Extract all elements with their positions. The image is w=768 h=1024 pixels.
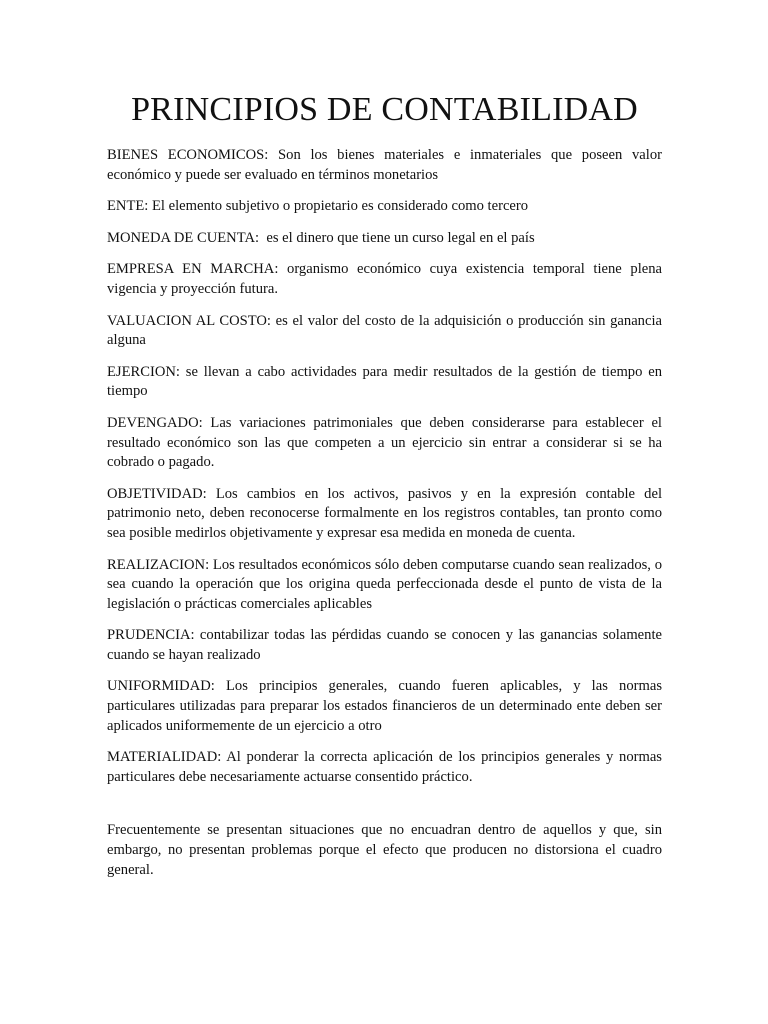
principle-definition: es el dinero que tiene un curso legal en el país <box>259 229 535 246</box>
principle-term: OBJETIVIDAD: <box>107 485 207 502</box>
principle-definition: Los resultados económicos sólo deben computarse cuando sean realizados, o sea cuando la operación que los origina queda perfeccionada desde el punto de vista de la legislación o prácticas comerciales aplicables <box>107 556 662 612</box>
principle-entry-ente <box>107 197 662 217</box>
principle-definition: Son los bienes materiales e inmateriales que poseen valor económico y puede ser evaluado en términos monetarios <box>107 147 662 183</box>
principle-definition: organismo económico cuya existencia temporal tiene plena vigencia y proyección futura. <box>107 261 663 297</box>
principle-term: BIENES ECONOMICOS: <box>107 147 269 163</box>
principle-entry-ejercion <box>107 363 662 402</box>
principle-definition: El elemento subjetivo o propietario es considerado como tercero <box>148 198 529 215</box>
principles-list <box>107 146 662 787</box>
principle-term: EMPRESA EN MARCHA: <box>107 261 279 278</box>
principle-entry-uniformidad <box>107 677 662 736</box>
principle-term: ENTE: <box>107 198 149 215</box>
principle-term: MONEDA DE CUENTA: <box>107 229 260 246</box>
principle-definition: Los principios generales, cuando fueren aplicables, y las normas particulares utilizadas para preparar los estados financieros de un determinado ente deben ser aplicados uniformemente de un ejercicio a otro <box>107 678 662 734</box>
principle-definition: contabilizar todas las pérdidas cuando se conocen y las ganancias solamente cuando se hayan realizado <box>107 627 662 663</box>
principle-definition: Las variaciones patrimoniales que deben considerarse para establecer el resultado económico son las que competen a un ejercicio sin entrar a considerar si se ha cobrado o pagado. <box>107 414 662 471</box>
principle-entry-bienes-economicos <box>107 146 662 185</box>
principle-term: MATERIALIDAD: <box>107 749 222 766</box>
principle-term: PRUDENCIA: <box>107 627 195 644</box>
principle-term: UNIFORMIDAD: <box>107 678 215 695</box>
principle-definition: Al ponderar la correcta aplicación de los principios generales y normas particulares debe necesariamente actuarse consentido práctico. <box>107 749 662 785</box>
principle-entry-materialidad <box>107 748 662 787</box>
principle-entry-devengado <box>107 414 662 473</box>
principle-entry-prudencia <box>107 626 662 665</box>
principle-term: EJERCION: <box>107 363 180 380</box>
principle-definition: Los cambios en los activos, pasivos y en la expresión contable del patrimonio neto, deben reconocerse formalmente en los registros contables, tan pronto como sea posible medirlos objetivamente y expresar esa medida en moneda de cuenta. <box>107 485 662 541</box>
principle-entry-objetividad <box>107 485 662 544</box>
principle-term: DEVENGADO: <box>107 414 203 431</box>
principle-entry-realizacion <box>107 556 662 615</box>
principle-definition: se llevan a cabo actividades para medir resultados de la gestión de tiempo en tiempo <box>107 363 662 400</box>
principle-definition: es el valor del costo de la adquisición o producción sin ganancia alguna <box>107 312 662 349</box>
principle-term: REALIZACION: <box>107 556 210 573</box>
principle-entry-moneda-de-cuenta <box>107 229 662 249</box>
principle-term: VALUACION AL COSTO: <box>107 312 271 329</box>
principle-entry-valuacion-al-costo <box>107 312 662 351</box>
page-title: PRINCIPIOS DE CONTABILIDAD <box>131 91 638 128</box>
closing-paragraph: Frecuentemente se presentan situaciones que no encuadran dentro de aquellos y que, sin embargo, no presentan problemas porque el efecto que producen no distorsiona el cuadro general. <box>107 822 662 878</box>
principle-entry-empresa-en-marcha <box>107 260 662 299</box>
